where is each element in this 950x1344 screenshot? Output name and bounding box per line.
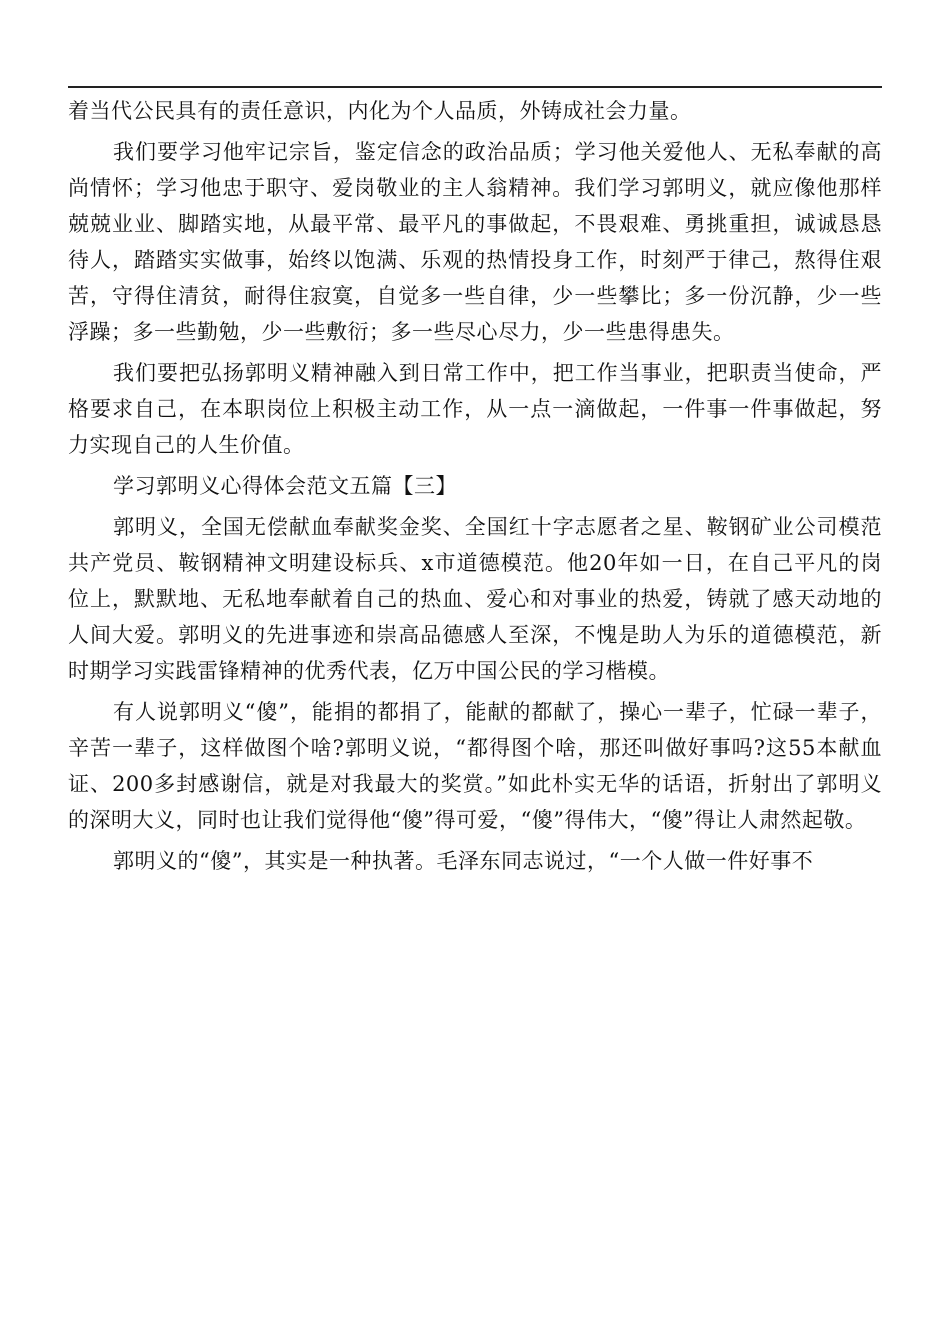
section-heading: 学习郭明义心得体会范文五篇【三】: [113, 474, 457, 498]
paragraph-guo-mingyi-honors: 郭明义，全国无偿献血奉献奖金奖、全国红十字志愿者之星、鞍钢矿业公司模范共产党员、鞍钢精神文明建设标兵、x市道德模范。他20年如一日，在自己平凡的岗位上，默默地、无私地奉献着自己的热血、爱心和对事业的热爱，铸就了感天动地的人间大爱。郭明义的先进事迹和崇高品德感人至深，不愧是助人为乐的道德模范，新时期学习实践雷锋精神的优秀代表，亿万中国公民的学习楷模。: [68, 515, 882, 683]
paragraph-persistence: 郭明义的“傻”，其实是一种执著。毛泽东同志说过，“一个人做一件好事不: [113, 849, 814, 873]
paragraph-silly-quote: 有人说郭明义“傻”，能捐的都捐了，能献的都献了，操心一辈子，忙碌一辈子，辛苦一辈子，这样做图个啥?郭明义说，“都得图个啥，那还叫做好事吗?这55本献血证、200多封感谢信，就是对我最大的奖赏。”如此朴实无华的话语，折射出了郭明义的深明大义，同时也让我们觉得他“傻”得可爱，“傻”得伟大，“傻”得让人肃然起敬。: [68, 700, 882, 832]
paragraph-study-qualities: 我们要学习他牢记宗旨，鉴定信念的政治品质；学习他关爱他人、无私奉献的高尚情怀；学习他忠于职守、爱岗敬业的主人翁精神。我们学习郭明义，就应像他那样兢兢业业、脚踏实地，从最平常、最平凡的事做起，不畏艰难、勇挑重担，诚诚恳恳待人，踏踏实实做事，始终以饱满、乐观的热情投身工作，时刻严于律己，熬得住艰苦，守得住清贫，耐得住寂寞，自觉多一些自律，少一些攀比；多一份沉静，少一些浮躁；多一些勤勉，少一些敷衍；多一些尽心尽力，少一些患得患失。: [68, 140, 882, 344]
document-body: [68, 93, 882, 884]
paragraph-continuation: 着当代公民具有的责任意识，内化为个人品质，外铸成社会力量。: [68, 99, 692, 123]
paragraph-integrate-spirit: 我们要把弘扬郭明义精神融入到日常工作中，把工作当事业，把职责当使命，严格要求自己，在本职岗位上积极主动工作，从一点一滴做起，一件事一件事做起，努力实现自己的人生价值。: [68, 361, 882, 457]
header-rule: [68, 86, 882, 88]
